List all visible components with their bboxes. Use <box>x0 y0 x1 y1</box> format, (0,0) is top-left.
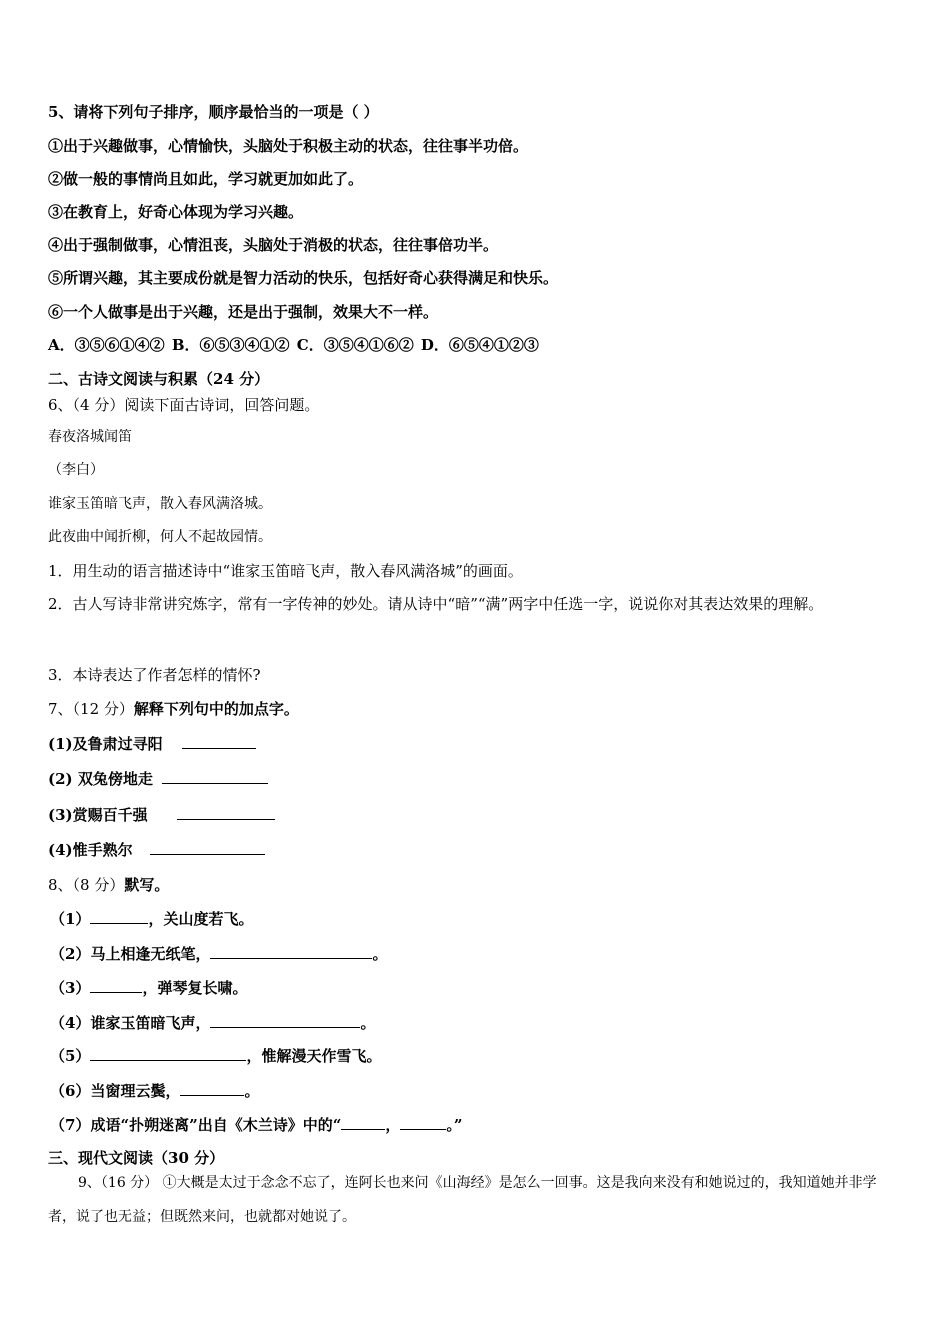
q6-sub-3: 3．本诗表达了作者怎样的情怀? <box>48 666 261 684</box>
q7-item-4-text: (4)惟手熟尔 <box>48 841 133 859</box>
q7-answer-blank-1[interactable] <box>182 734 256 749</box>
q8-line-3-num: （3） <box>50 979 91 997</box>
q7-number: 7、（12 分） <box>48 700 134 718</box>
q8-line-7-mid: ， <box>385 1116 401 1134</box>
q8-line-5-text: ，惟解漫天作雪飞。 <box>246 1047 382 1065</box>
q8-line-4-end: 。 <box>360 1014 376 1032</box>
q8-blank-4[interactable] <box>210 1013 360 1028</box>
q5-sentence-5: ⑤所谓兴趣，其主要成份就是智力活动的快乐，包括好奇心获得满足和快乐。 <box>48 269 559 287</box>
q8-line-4-num: （4） <box>50 1014 91 1032</box>
q7-answer-blank-3[interactable] <box>177 805 275 820</box>
q8-number: 8、（8 分） <box>48 876 125 894</box>
q8-line-6-num: （6） <box>50 1082 91 1100</box>
poem-line-1: 谁家玉笛暗飞声，散入春风满洛城。 <box>48 496 272 512</box>
section-2-title: 二、古诗文阅读与积累（24 分） <box>48 370 270 388</box>
q8-blank-5[interactable] <box>90 1046 246 1061</box>
q8-blank-2[interactable] <box>210 944 372 959</box>
q8-line-2-end: 。 <box>372 945 388 963</box>
poem-title: 春夜洛城闻笛 <box>48 429 132 445</box>
q8-instruction: 默写。 <box>124 876 170 894</box>
q7-item-1 <box>48 734 256 753</box>
q6-stem: 6、（4 分）阅读下面古诗词，回答问题。 <box>48 396 320 414</box>
q9-passage: 9、（16 分） ①大概是太过于念念不忘了，连阿长也来问《山海经》是怎么一回事。这是我向来没有和她说过的，我知道她并非学者，说了也无益；但既然来问，也就都对她说了。 <box>48 1175 877 1225</box>
q7-answer-blank-4[interactable] <box>150 840 265 855</box>
q7-item-4 <box>48 840 265 859</box>
q8-blank-7a[interactable] <box>341 1115 385 1130</box>
q5-sentence-6: ⑥一个人做事是出于兴趣，还是出于强制，效果大不一样。 <box>48 303 439 321</box>
q8-line-6 <box>50 1081 259 1100</box>
q8-line-3-text: ，弹琴复长啸。 <box>142 979 248 997</box>
q8-line-1-text: ，关山度若飞。 <box>148 910 254 928</box>
q8-line-4-text: 谁家玉笛暗飞声， <box>90 1014 211 1032</box>
q8-blank-3[interactable] <box>90 978 142 993</box>
q8-line-7 <box>50 1115 462 1134</box>
q7-item-3-text: (3)赏赐百千强 <box>48 806 148 824</box>
q7-stem <box>48 700 299 718</box>
section-3-title: 三、现代文阅读（30 分） <box>48 1149 225 1167</box>
q8-line-7-num: （7） <box>50 1116 91 1134</box>
q8-line-5 <box>50 1046 381 1065</box>
q7-answer-blank-2[interactable] <box>162 769 268 784</box>
q6-sub-2: 2．古人写诗非常讲究炼字，常有一字传神的妙处。请从诗中“暗”“满”两字中任选一字，说说你对其表达效果的理解。 <box>48 595 824 613</box>
q8-line-3 <box>50 978 247 997</box>
q5-sentence-2: ②做一般的事情尚且如此，学习就更加如此了。 <box>48 170 364 188</box>
q5-sentence-1: ①出于兴趣做事，心情愉快，头脑处于积极主动的状态，往往事半功倍。 <box>48 137 529 155</box>
q7-instruction: 解释下列句中的加点字。 <box>133 700 299 718</box>
poem-line-2: 此夜曲中闻折柳，何人不起故园情。 <box>48 529 272 545</box>
q8-stem <box>48 876 169 894</box>
q8-line-6-end: 。 <box>244 1082 260 1100</box>
q8-line-2-text: 马上相逢无纸笔， <box>90 945 211 963</box>
q7-item-2 <box>48 769 268 788</box>
q7-item-2-text: (2) 双兔傍地走 <box>48 770 153 788</box>
q8-line-7-text: 成语“扑朔迷离”出自《木兰诗》中的“ <box>90 1116 342 1134</box>
q7-item-3 <box>48 805 275 824</box>
q8-blank-6[interactable] <box>180 1081 244 1096</box>
q8-line-2-num: （2） <box>50 945 91 963</box>
q8-blank-7b[interactable] <box>400 1115 446 1130</box>
q8-line-2 <box>50 944 387 963</box>
q5-options: A．③⑤⑥①④② B．⑥⑤③④①② C．③⑤④①⑥② D．⑥⑤④①②③ <box>48 336 539 354</box>
q8-line-1 <box>50 909 253 928</box>
q5-sentence-3: ③在教育上，好奇心体现为学习兴趣。 <box>48 203 304 221</box>
q8-line-1-num: （1） <box>50 910 91 928</box>
q6-sub-1: 1．用生动的语言描述诗中“谁家玉笛暗飞声，散入春风满洛城”的画面。 <box>48 562 523 580</box>
q7-item-1-text: (1)及鲁肃过寻阳 <box>48 735 163 753</box>
q8-blank-1[interactable] <box>90 909 148 924</box>
q5-sentence-4: ④出于强制做事，心情沮丧，头脑处于消极的状态，往往事倍功半。 <box>48 236 499 254</box>
q8-line-6-text: 当窗理云鬓， <box>90 1082 181 1100</box>
q8-line-7-end: 。” <box>446 1116 463 1134</box>
q8-line-5-num: （5） <box>50 1047 91 1065</box>
q8-line-4 <box>50 1013 375 1032</box>
q5-stem: 5、请将下列句子排序，顺序最恰当的一项是（ ） <box>48 103 379 121</box>
poem-author: （李白） <box>48 462 104 478</box>
